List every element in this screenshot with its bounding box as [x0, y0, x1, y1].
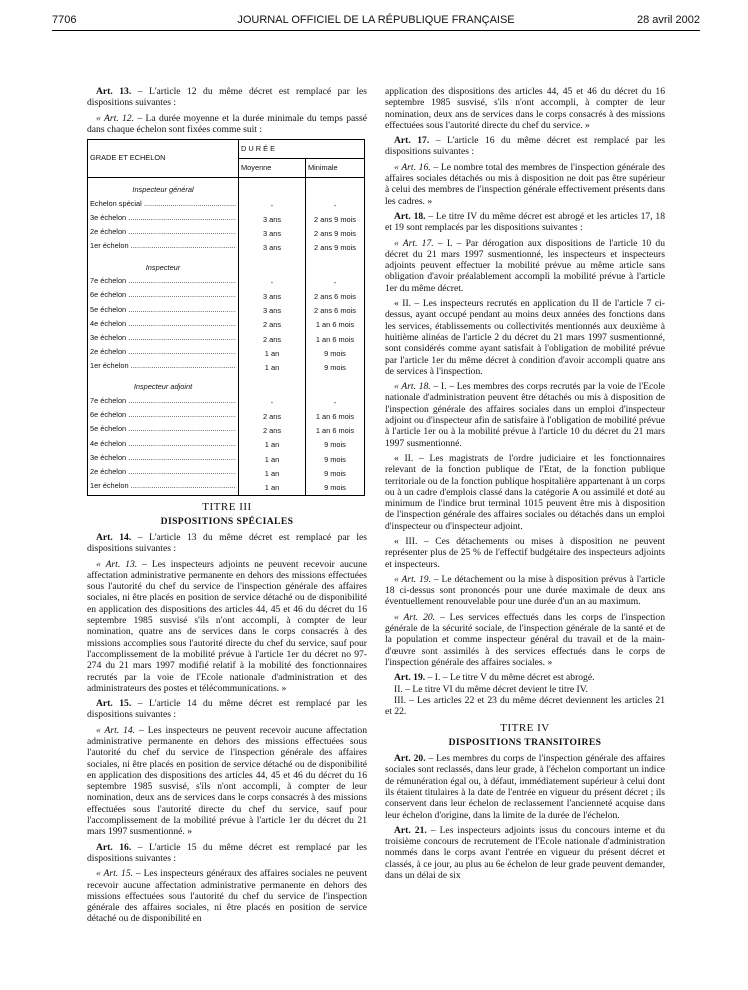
article-text: – Les membres du corps de l'inspection générale des affaires sociales sont reclassés, dans leur grade, à l'échelon comportant un indice de rémunération égal ou, à défaut, immédiatement supérieur à celui dont ils étaient titulaires à la date de l'entrée en vigueur du présent décret ; ils conservent dans leur échelon de reclassement l'ancienneté acquise dans leur échelon d'origine, dans la limite de la durée de l'échelon. — [385, 753, 666, 821]
table-row — [88, 319, 365, 333]
minimale-cell: 9 mois — [306, 347, 365, 361]
article-text: – I. – Le titre V du même décret est abrogé. — [425, 672, 595, 684]
moyenne-cell: 2 ans — [239, 424, 306, 438]
minimale-cell: 2 ans 9 mois — [306, 227, 365, 241]
grade-cell — [88, 241, 239, 255]
article-label: Art. 21. — [394, 824, 427, 836]
table-row — [88, 453, 365, 467]
article-text: – Les inspecteurs adjoints issus du concours interne et du troisième concours de recrutement de l'Ecole nationale d'administration nommés dans le corps avant l'entrée en vigueur du présent décret et classés, à ce jour, au plus au 6e échelon de leur grade peuvent demander, dans un délai de six — [385, 824, 666, 881]
table-section-row — [88, 178, 365, 199]
table-row — [88, 199, 365, 213]
quote-label: « Art. 13. — [96, 558, 138, 570]
article-18-quote-17 — [385, 238, 665, 294]
article-16 — [87, 842, 367, 865]
grade-cell — [88, 410, 239, 424]
grade-label: 1er échelon ..... — [90, 241, 236, 252]
quote-label: « Art. 20. — [394, 611, 436, 623]
grade-cell — [88, 361, 239, 375]
section-title: Inspecteur général — [88, 178, 239, 199]
left-column — [87, 86, 367, 929]
grade-cell — [88, 319, 239, 333]
minimale-cell: 2 ans 6 mois — [306, 290, 365, 304]
quote-text: – Les services effectués dans les corps de l'inspection générale de la sécurité sociale, de l'inspection générale de la santé et de la population et comme inspecteur général du travail et de la main-d'œuvre sont assimilés à des services effectués dans le corps de l'inspection générale des affaires sociales. » — [385, 611, 665, 668]
grade-label: 6e échelon ..... — [90, 410, 236, 421]
grade-cell — [88, 333, 239, 347]
titre-iv-subtitle: DISPOSITIONS TRANSITOIRES — [448, 736, 602, 748]
quote-label: « Art. 12. — [96, 112, 134, 124]
grade-label: 2e échelon ..... — [90, 347, 236, 358]
table-row — [88, 481, 365, 496]
table-row — [88, 213, 365, 227]
moyenne-cell: 3 ans — [239, 213, 306, 227]
journal-title: JOURNAL OFFICIEL DE LA RÉPUBLIQUE FRANÇAISE — [237, 14, 515, 26]
table-row — [88, 290, 365, 304]
grade-cell — [88, 276, 239, 290]
grade-cell — [88, 439, 239, 453]
minimale-cell: 9 mois — [306, 361, 365, 375]
header-rule — [52, 30, 700, 31]
grade-label: 4e échelon ..... — [90, 319, 236, 330]
article-19 — [385, 672, 665, 683]
moyenne-cell: - — [239, 199, 306, 213]
grade-label: 3e échelon ..... — [90, 213, 236, 224]
article-16-continued: application des dispositions des articles 44, 45 et 46 du décret du 16 septembre 1985 susvisé, s'ils n'ont accompli, à compter de leur nomination, deux ans de services dans le corps consacrés à des missions effectuées sous l'autorité directe du chef du service. » — [385, 86, 665, 131]
table-row — [88, 361, 365, 375]
col-duree-header: D U R É E — [239, 140, 365, 159]
quote-text: – Le nombre total des membres de l'inspection générale des affaires sociales détachés ou mis à disposition ne doit pas être supérieur à celui des membres de l'inspection générale effectivement présents dans les cadres. » — [385, 161, 665, 207]
table-body — [88, 178, 365, 496]
minimale-cell: 1 an 6 mois — [306, 424, 365, 438]
moyenne-cell: 2 ans — [239, 319, 306, 333]
page-number: 7706 — [52, 14, 77, 26]
grade-label: 7e échelon ..... — [90, 396, 236, 407]
grade-cell — [88, 453, 239, 467]
col-minimale-header: Minimale — [306, 159, 365, 178]
article-18-quote-18-iii: « III. – Ces détachements ou mises à disposition ne peuvent représenter plus de 25 % de l'effectif budgétaire des inspecteurs adjoints et inspecteurs. — [385, 535, 665, 570]
article-18-quote-18 — [385, 381, 665, 449]
grade-label: 7e échelon ..... — [90, 276, 236, 287]
minimale-cell: 2 ans 9 mois — [306, 213, 365, 227]
moyenne-cell: 1 an — [239, 453, 306, 467]
empty-cell — [239, 178, 306, 199]
duration-table — [87, 139, 365, 496]
grade-cell — [88, 305, 239, 319]
moyenne-cell: - — [239, 396, 306, 410]
grade-cell — [88, 481, 239, 496]
grade-label: 4e échelon ..... — [90, 439, 236, 450]
table-section-row — [88, 375, 365, 396]
quote-label: « Art. 14. — [96, 724, 136, 736]
article-text: – L'article 14 du même décret est remplacé par les dispositions suivantes : — [87, 698, 367, 721]
grade-label: 1er échelon ..... — [90, 481, 236, 492]
moyenne-cell: 1 an — [239, 467, 306, 481]
quote-label: « Art. 17. — [394, 237, 434, 249]
col-moyenne-header: Moyenne — [239, 159, 306, 178]
grade-cell — [88, 396, 239, 410]
moyenne-cell: 2 ans — [239, 410, 306, 424]
quote-text: – I. – Les membres des corps recrutés par la voie de l'Ecole nationale d'administration peuvent être détachés ou mis à disposition de l'inspection générale des affaires sociales dans un emploi d'inspecteur adjoint ou d'inspecteur afin de satisfaire à l'obligation de mobilité prévue à l'article 1er ou à la mobilité prévue à l'article 10 du décret du 21 mars 1997 susmentionné. — [385, 381, 665, 449]
table-row — [88, 439, 365, 453]
table-row — [88, 305, 365, 319]
moyenne-cell: 3 ans — [239, 241, 306, 255]
grade-label: 5e échelon ..... — [90, 424, 236, 435]
table-row — [88, 347, 365, 361]
minimale-cell: 9 mois — [306, 481, 365, 496]
quote-text: – Les inspecteurs généraux des affaires sociales ne peuvent recevoir aucune affectation administrative permanente en dehors des missions effectuées sous l'autorité du chef du service de l'inspection générale des affaires sociales, ni être placés en position de service détaché ou de disponibilité en — [87, 868, 368, 925]
empty-cell — [239, 256, 306, 277]
article-14-quote — [87, 559, 367, 695]
empty-cell — [306, 178, 365, 199]
minimale-cell: 2 ans 9 mois — [306, 241, 365, 255]
quote-label: « Art. 15. — [96, 868, 134, 880]
grade-label: 5e échelon ..... — [90, 305, 236, 316]
article-label: Art. 13. — [96, 86, 132, 97]
grade-cell — [88, 424, 239, 438]
article-label: Art. 14. — [96, 531, 132, 543]
grade-label: 1er échelon ..... — [90, 361, 236, 372]
table-row — [88, 276, 365, 290]
quote-label: « Art. 18. — [394, 381, 431, 393]
table-row — [88, 410, 365, 424]
empty-cell — [239, 375, 306, 396]
article-17 — [385, 135, 665, 158]
quote-text: – Les inspecteurs adjoints ne peuvent recevoir aucune affectation administrative permanente en dehors des missions effectuées sous l'autorité du chef du service de l'inspection générale des affaires sociales, ni être placés en position de service détaché ou de disponibilité en application des dispositions des articles 44, 45 et 46 du décret du 16 septembre 1985 susvisé s'ils n'ont accompli, à compter de leur nomination, quatre ans de services dans le corps consacrés à des missions accomplies sous l'autorité directe du chef du service, sauf pour l'accomplissement de la mobilité prévue à l'article 1er du décret no 97-274 du 21 mars 1997 modifié relatif à la mobilité des fonctionnaires recrutés par la voie de l'Ecole nationale d'administration et des administrateurs des postes et télécommunications. » — [87, 558, 367, 694]
table-row — [88, 333, 365, 347]
moyenne-cell: 1 an — [239, 361, 306, 375]
grade-label: Echelon spécial ..... — [90, 199, 236, 210]
minimale-cell: - — [306, 276, 365, 290]
col-grade-header: GRADE ET ECHELON — [88, 140, 239, 178]
article-text: – L'article 15 du même décret est remplacé par les dispositions suivantes : — [87, 841, 367, 864]
table-row — [88, 424, 365, 438]
article-text: – L'article 16 du même décret est remplacé par les dispositions suivantes : — [385, 135, 665, 158]
article-15 — [87, 698, 367, 721]
table-section-row — [88, 256, 365, 277]
moyenne-cell: - — [239, 276, 306, 290]
table-row — [88, 227, 365, 241]
quote-text: – Les inspecteurs ne peuvent recevoir aucune affectation administrative permanente en dehors des missions effectuées sous l'autorité du chef du service de l'inspection générale des affaires sociales, ni être placés en position de service détaché ou de disponibilité en application des dispositions des articles 44, 45 et 46 du décret du 16 septembre 1985 susvisé, s'ils n'ont accompli, à compter de leur nomination, deux ans de services dans le corps consacrés à des missions effectuées sous l'autorité directe du chef du service, sauf pour l'accomplissement de la mobilité prévue à l'article 1er du décret du 21 mars 1997 susmentionné. » — [87, 724, 367, 838]
article-21 — [385, 825, 665, 881]
article-13-quote — [87, 113, 367, 136]
article-18 — [385, 211, 665, 234]
moyenne-cell: 1 an — [239, 481, 306, 496]
moyenne-cell: 1 an — [239, 347, 306, 361]
grade-cell — [88, 290, 239, 304]
article-text: – Le titre IV du même décret est abrogé et les articles 17, 18 et 19 sont remplacés par les dispositions suivantes : — [385, 210, 666, 234]
minimale-cell: 1 an 6 mois — [306, 319, 365, 333]
minimale-cell: 9 mois — [306, 453, 365, 467]
table-row — [88, 241, 365, 255]
article-label: Art. 16. — [96, 841, 132, 853]
issue-date: 28 avril 2002 — [637, 14, 700, 26]
moyenne-cell: 1 an — [239, 439, 306, 453]
minimale-cell: 1 an 6 mois — [306, 333, 365, 347]
article-label: Art. 17. — [394, 135, 430, 147]
grade-cell — [88, 467, 239, 481]
moyenne-cell: 3 ans — [239, 227, 306, 241]
article-16-quote — [87, 868, 367, 924]
grade-cell — [88, 213, 239, 227]
quote-label: « Art. 19. — [394, 573, 431, 585]
article-18-quote-19 — [385, 574, 665, 608]
grade-label: 6e échelon ..... — [90, 290, 236, 301]
article-14 — [87, 532, 367, 555]
quote-text: – I. – Par dérogation aux dispositions de l'article 10 du décret du 21 mars 1997 susmentionné, les inspecteurs et inspecteurs adjoints peuvent effectuer la mobilité prévue au même article sans obligation d'avoir préalablement accompli la mobilité prévue à l'article 1er du même décret. — [385, 237, 666, 294]
article-label: Art. 20. — [394, 753, 426, 765]
minimale-cell: 2 ans 6 mois — [306, 305, 365, 319]
page-header — [52, 14, 700, 30]
moyenne-cell: 3 ans — [239, 290, 306, 304]
grade-cell — [88, 227, 239, 241]
article-18-quote-20 — [385, 612, 665, 668]
minimale-cell: 1 an 6 mois — [306, 410, 365, 424]
article-18-quote-17-ii: « II. – Les inspecteurs recrutés en application du II de l'article 7 ci-dessus, ayant occupé pendant au moins deux années des fonctions dans les services, établissements ou collectivités mentionnés aux deuxième à huitième alinéas de l'article 2 du décret du 21 mars 1997 susmentionné, sont considérés comme ayant satisfait à l'obligation de mobilité prévue par l'article 1er du même décret à condition d'avoir accompli quatre ans de services à l'inspection. — [385, 298, 665, 377]
quote-text: – Le détachement ou la mise à disposition prévus à l'article 18 ci-dessus sont prononcés pour une durée maximale de deux ans éventuellement renouvelable pour une durée d'un an au maximum. — [385, 573, 665, 608]
article-19-ii: II. – Le titre VI du même décret devient le titre IV. — [394, 683, 588, 695]
article-13 — [87, 86, 367, 109]
article-18-quote-18-ii: « II. – Les magistrats de l'ordre judiciaire et les fonctionnaires relevant de la fonction publique de l'Etat, de la fonction publique territoriale ou de la fonction publique hospitalière appartenant à un corps ou à un cadre d'emplois classé dans la catégorie A ou assimilé et doté au minimum de l'indice brut terminal 1015 peuvent être mis à disposition de l'inspection générale des affaires sociales ou détachés dans un emploi d'inspecteur ou d'inspecteur adjoint. — [385, 452, 665, 532]
empty-cell — [306, 375, 365, 396]
titre-iii: TITRE III — [202, 501, 252, 514]
right-column — [385, 86, 665, 885]
minimale-cell: - — [306, 396, 365, 410]
grade-label: 3e échelon ..... — [90, 333, 236, 344]
article-17-quote — [385, 162, 665, 207]
table-row — [88, 467, 365, 481]
quote-label: « Art. 16. — [394, 161, 431, 173]
article-15-quote — [87, 725, 367, 838]
moyenne-cell: 3 ans — [239, 305, 306, 319]
article-text: – L'article 12 du même décret est remplacé par les dispositions suivantes : — [87, 86, 367, 109]
minimale-cell: 9 mois — [306, 439, 365, 453]
quote-text: – La durée moyenne et la durée minimale du temps passé dans chaque échelon sont fixées comme suit : — [87, 112, 367, 135]
titre-iv: TITRE IV — [500, 722, 550, 735]
grade-label: 2e échelon ..... — [90, 227, 236, 238]
grade-cell — [88, 347, 239, 361]
section-title: Inspecteur — [88, 256, 239, 277]
article-19-iii: III. – Les articles 22 et 23 du même décret deviennent les articles 21 et 22. — [385, 694, 665, 718]
section-title: Inspecteur adjoint — [88, 375, 239, 396]
article-20 — [385, 753, 665, 821]
article-label: Art. 15. — [96, 698, 132, 710]
minimale-cell: 9 mois — [306, 467, 365, 481]
grade-label: 2e échelon ..... — [90, 467, 236, 478]
table-row — [88, 396, 365, 410]
grade-label: 3e échelon ..... — [90, 453, 236, 464]
grade-cell — [88, 199, 239, 213]
titre-iii-subtitle: DISPOSITIONS SPÉCIALES — [160, 515, 294, 527]
article-label: Art. 18. — [394, 210, 426, 222]
article-label: Art. 19. — [394, 672, 426, 684]
empty-cell — [306, 256, 365, 277]
article-text: – L'article 13 du même décret est remplacé par les dispositions suivantes : — [87, 531, 367, 555]
minimale-cell: - — [306, 199, 365, 213]
moyenne-cell: 2 ans — [239, 333, 306, 347]
